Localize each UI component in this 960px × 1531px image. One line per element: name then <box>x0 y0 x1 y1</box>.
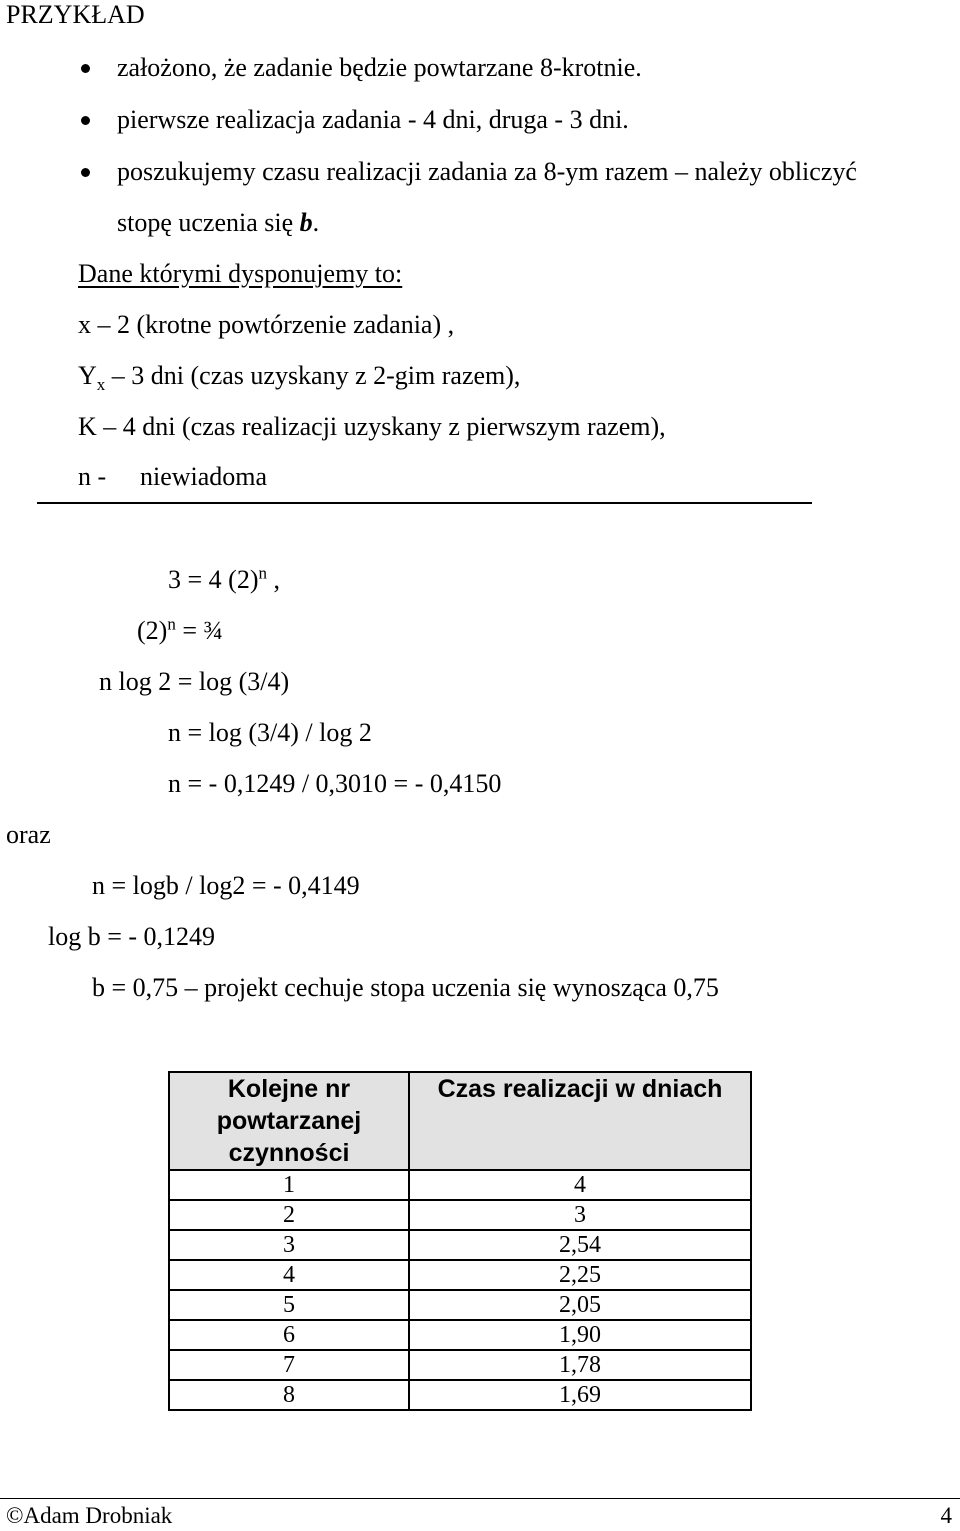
table-row <box>169 1350 751 1380</box>
bullet-dot <box>81 116 90 125</box>
given-n-label: n - <box>78 462 107 491</box>
given-n-value: niewiadoma <box>140 462 268 491</box>
cell-repetition: 4 <box>169 1260 409 1290</box>
bullet-item-3-continuation <box>117 208 319 238</box>
cell-repetition: 6 <box>169 1320 409 1350</box>
bullet-item-3-period: . <box>312 208 320 237</box>
cell-days: 2,54 <box>409 1230 751 1260</box>
cell-days: 2,05 <box>409 1290 751 1320</box>
table-header-row <box>169 1072 751 1170</box>
given-yx <box>78 361 521 395</box>
cell-repetition: 2 <box>169 1200 409 1230</box>
given-title: Dane którymi dysponujemy to: <box>78 259 403 288</box>
equation-5: n = - 0,1249 / 0,3010 = - 0,4150 <box>168 769 502 798</box>
bullet-item-1: założono, że zadanie będzie powtarzane 8-krotnie. <box>117 53 642 82</box>
learning-curve-table <box>168 1071 752 1411</box>
cell-repetition: 8 <box>169 1380 409 1410</box>
footer-author: ©Adam Drobniak <box>6 1503 173 1528</box>
horizontal-rule <box>37 502 812 504</box>
table-row <box>169 1260 751 1290</box>
equation-3: n log 2 = log (3/4) <box>99 667 290 696</box>
given-yx-text: – 3 dni (czas uzyskany z 2-gim razem), <box>105 361 521 390</box>
table-row <box>169 1290 751 1320</box>
equation-2-tail: = ¾ <box>175 616 223 645</box>
footer-page-number: 4 <box>940 1503 952 1528</box>
cell-repetition: 1 <box>169 1170 409 1200</box>
equation-1-exponent: n <box>258 563 267 583</box>
table-row <box>169 1380 751 1410</box>
cell-days: 2,25 <box>409 1260 751 1290</box>
given-k: K – 4 dni (czas realizacji uzyskany z pierwszym razem), <box>78 412 666 441</box>
cell-repetition: 3 <box>169 1230 409 1260</box>
bullet-item-2: pierwsze realizacja zadania - 4 dni, druga - 3 dni. <box>117 105 629 134</box>
page-heading: PRZYKŁAD <box>6 0 145 29</box>
equation-6: n = logb / log2 = - 0,4149 <box>92 871 360 900</box>
bullet-item-3-text: stopę uczenia się <box>117 208 294 237</box>
cell-days: 4 <box>409 1170 751 1200</box>
cell-days: 1,69 <box>409 1380 751 1410</box>
equation-8: b = 0,75 – projekt cechuje stopa uczenia się wynosząca 0,75 <box>92 973 719 1002</box>
oraz-label: oraz <box>6 820 51 849</box>
table-row <box>169 1200 751 1230</box>
table-row <box>169 1230 751 1260</box>
equation-2-exponent: n <box>167 614 176 634</box>
equation-1-tail: , <box>266 565 280 594</box>
cell-days: 1,78 <box>409 1350 751 1380</box>
cell-repetition: 5 <box>169 1290 409 1320</box>
bullet-dot <box>81 168 90 177</box>
equation-7: log b = - 0,1249 <box>48 922 216 951</box>
header-repetition-number: Kolejne nr powtarzanej czynności <box>169 1072 409 1170</box>
bullet-dot <box>81 64 90 73</box>
table-row <box>169 1170 751 1200</box>
equation-2 <box>137 616 223 646</box>
table-row <box>169 1320 751 1350</box>
footer-divider <box>0 1498 960 1499</box>
given-yx-subscript: x <box>96 375 106 395</box>
cell-days: 3 <box>409 1200 751 1230</box>
equation-2-main: (2) <box>137 616 168 645</box>
bullet-item-3: poszukujemy czasu realizacji zadania za 8-ym razem – należy obliczyć <box>117 157 857 186</box>
cell-repetition: 7 <box>169 1350 409 1380</box>
given-x: x – 2 (krotne powtórzenie zadania) , <box>78 310 455 339</box>
equation-1 <box>168 565 280 595</box>
variable-b: b <box>299 208 313 237</box>
header-time-days: Czas realizacji w dniach <box>409 1072 751 1170</box>
given-yx-symbol: Y <box>78 361 97 390</box>
equation-4: n = log (3/4) / log 2 <box>168 718 372 747</box>
equation-1-main: 3 = 4 (2) <box>168 565 259 594</box>
cell-days: 1,90 <box>409 1320 751 1350</box>
